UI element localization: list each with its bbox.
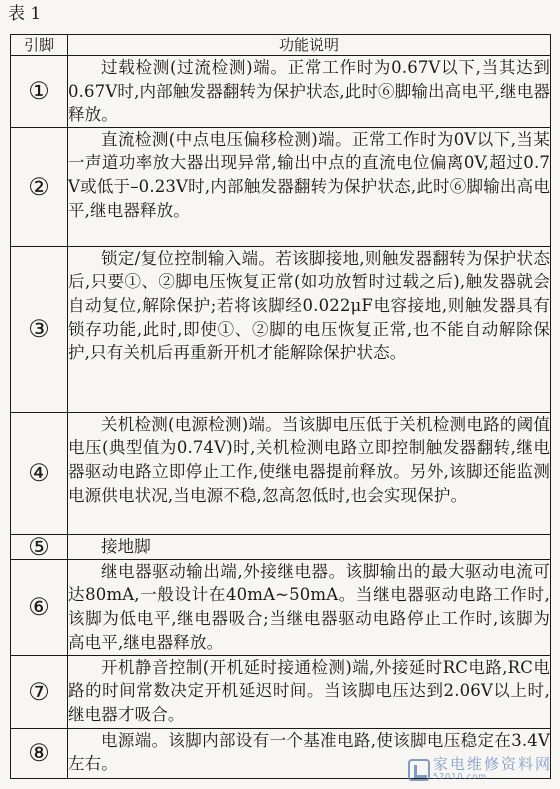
pin-description: 接地脚: [68, 534, 551, 559]
pin-description: 电源端。该脚内部设有一个基准电路,使该脚电压稳定在3.4V左右。: [68, 728, 551, 778]
header-function: 功能说明: [68, 35, 551, 56]
site-watermark: [408, 756, 552, 781]
table-row: [11, 246, 551, 412]
table-row: [11, 56, 551, 128]
watermark-url: 52010.com: [432, 772, 488, 781]
pin-number: ①: [11, 56, 68, 128]
table-row: [11, 127, 551, 246]
pin-description: 直流检测(中点电压偏移检测)端。正常工作时为0V以下,当某一声道功率放大器出现异常,输出中点的直流电位偏离0V,超过0.7V或低于–0.23V时,内部触发器翻转为保护状态,此时⑥脚输出高电平,继电器释放。: [68, 127, 551, 246]
site-logo-icon: [408, 759, 430, 781]
pin-description: 开机静音控制(开机延时接通检测)端,外接延时RC电路,RC电路的时间常数决定开机延迟时间。当该脚电压达到2.06V以上时,继电器才吸合。: [68, 655, 551, 728]
pin-number: ⑥: [11, 559, 68, 655]
pin-number: ⑧: [11, 728, 68, 778]
watermark-name: 家电维修资料网: [432, 755, 552, 773]
table-row: [11, 559, 551, 655]
pin-number: ②: [11, 127, 68, 246]
pin-function-table: [10, 34, 551, 779]
pin-number: ④: [11, 412, 68, 534]
pin-number: ⑦: [11, 655, 68, 728]
table-row: [11, 655, 551, 728]
header-pin: 引脚: [11, 35, 68, 56]
pin-description: 继电器驱动输出端,外接继电器。该脚输出的最大驱动电流可达80mA,一般设计在40mA~50mA。当继电器驱动电路工作时,该脚为低电平,继电器吸合;当继电器驱动电路停止工作时,该脚为高电平,继电器释放。: [68, 559, 551, 655]
pin-number: ③: [11, 246, 68, 412]
table-row: [11, 412, 551, 534]
table-caption: 表 1: [8, 4, 42, 24]
pin-description: 关机检测(电源检测)端。当该脚电压低于关机检测电路的阈值电压(典型值为0.74V)时,关机检测电路立即控制触发器翻转,继电器驱动电路立即停止工作,使继电器提前释放。另外,该脚还能监测电源供电状况,当电源不稳,忽高忽低时,也会实现保护。: [68, 412, 551, 534]
table-header-row: [11, 35, 551, 56]
pin-number: ⑤: [11, 534, 68, 559]
pin-description: 锁定/复位控制输入端。若该脚接地,则触发器翻转为保护状态后,只要①、②脚电压恢复正常(如功放暂时过载之后),触发器就会自动复位,解除保护;若将该脚经0.022μF电容接地,则触发器具有锁存功能,此时,即使①、②脚的电压恢复正常,也不能自动解除保护,只有关机后再重新开机才能解除保护状态。: [68, 246, 551, 412]
pin-description: 过载检测(过流检测)端。正常工作时为0.67V以下,当其达到0.67V时,内部触发器翻转为保护状态,此时⑥脚输出高电平,继电器释放。: [68, 56, 551, 128]
table-row: [11, 534, 551, 559]
